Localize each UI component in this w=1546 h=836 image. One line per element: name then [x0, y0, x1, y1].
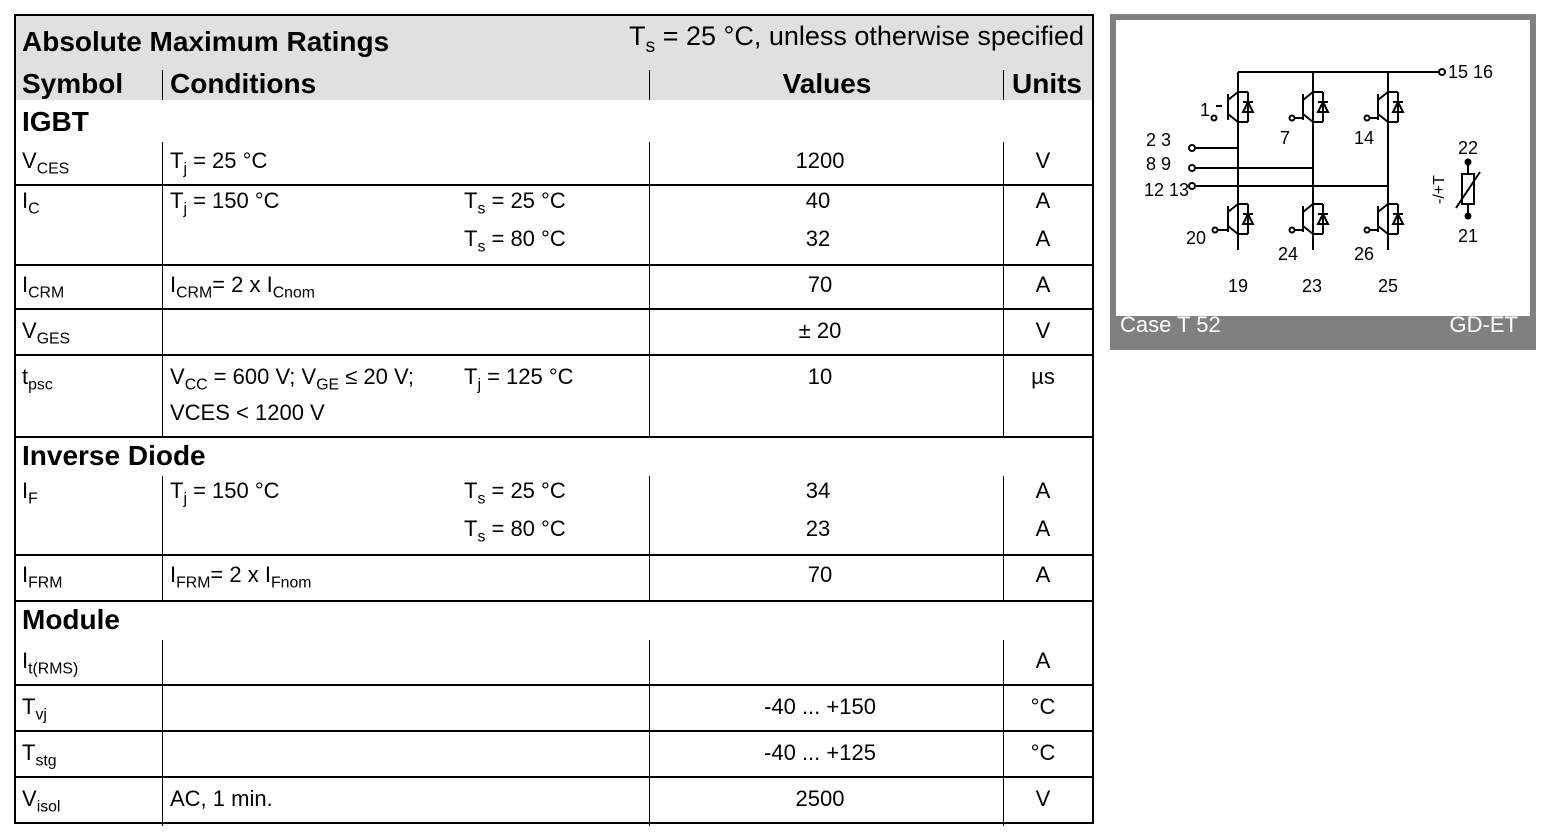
- pin-12-13: 12 13: [1144, 180, 1190, 200]
- case-code: GD-ET: [1449, 312, 1518, 337]
- symbol-icrm: $I_{CRM}$: [22, 272, 65, 302]
- unit-if-25: A: [1035, 478, 1051, 503]
- pin-2-3: 2 3: [1146, 130, 1172, 150]
- pin-21: 21: [1458, 226, 1479, 246]
- col-symbol: Symbol: [22, 68, 124, 99]
- unit-itrms: A: [1035, 648, 1051, 673]
- pin-23: 23: [1302, 276, 1323, 296]
- pin-20: 20: [1186, 228, 1207, 248]
- value-tvj: -40 ... +150: [764, 694, 876, 719]
- ratings-table: [14, 14, 1094, 824]
- symbol-if: $I_F$: [22, 478, 38, 508]
- pin-19: 19: [1228, 276, 1249, 296]
- cond-ic-ts80: $T_s = 80$ °C: [464, 226, 566, 256]
- value-ic-80: 32: [805, 226, 831, 251]
- igbt-bridge-schematic: [1116, 20, 1530, 316]
- pin-7: 7: [1280, 128, 1291, 148]
- symbol-visol: $V_{isol}$: [22, 786, 61, 816]
- unit-ifrm: A: [1035, 562, 1051, 587]
- unit-icrm: A: [1035, 272, 1051, 297]
- table-title: Absolute Maximum Ratings: [22, 26, 390, 57]
- unit-ic-25: A: [1035, 188, 1051, 213]
- value-vces: 1200: [795, 148, 845, 173]
- pin-8-9: 8 9: [1146, 154, 1172, 174]
- cond-visol: AC, 1 min.: [170, 786, 273, 811]
- cond-tpsc-line2: VCES < 1200 V: [170, 400, 325, 425]
- unit-tstg: °C: [1030, 740, 1056, 765]
- value-if-25: 34: [805, 478, 831, 503]
- symbol-tvj: $T_{vj}$: [22, 694, 47, 724]
- symbol-vges: $V_{GES}$: [22, 318, 71, 348]
- case-diagram: [1110, 14, 1536, 350]
- case-label: Case T 52: [1120, 312, 1221, 337]
- value-vges: ± 20: [798, 318, 842, 343]
- cond-ic: $T_j = 150$ °C: [170, 188, 280, 218]
- value-ic-25: 40: [805, 188, 831, 213]
- pin-25: 25: [1378, 276, 1399, 296]
- col-units: Units: [1012, 68, 1082, 99]
- cond-ic-ts25: $T_s = 25$ °C: [464, 188, 566, 218]
- cond-tpsc: $V_{CC} = 600$ V; $V_{GE} \le 20$ V;: [170, 364, 414, 394]
- cond-ifrm: $I_{FRM}= 2$ x $I_{Fnom}$: [170, 562, 312, 592]
- symbol-tpsc: $t_{psc}$: [22, 364, 53, 394]
- value-visol: 2500: [795, 786, 845, 811]
- cond-if-ts25: $T_s = 25$ °C: [464, 478, 566, 508]
- cond-icrm: $I_{CRM}= 2$ x $I_{Cnom}$: [170, 272, 315, 302]
- section-igbt: IGBT: [22, 106, 89, 137]
- unit-ic-80: A: [1035, 226, 1051, 251]
- unit-tvj: °C: [1030, 694, 1056, 719]
- unit-vces: V: [1035, 148, 1051, 173]
- symbol-itrms: $I_{t(RMS)}$: [22, 648, 79, 678]
- value-tpsc: 10: [807, 364, 833, 389]
- cond-tpsc-tj: $T_j = 125$ °C: [464, 364, 574, 394]
- section-inverse-diode: Inverse Diode: [22, 440, 206, 471]
- cond-if: $T_j = 150$ °C: [170, 478, 280, 508]
- symbol-ifrm: $I_{FRM}$: [22, 562, 63, 592]
- table-condition: $T_s = 25$ °C, unless otherwise specified: [629, 21, 1084, 57]
- value-ifrm: 70: [807, 562, 833, 587]
- section-module: Module: [22, 604, 120, 635]
- pin-26: 26: [1354, 244, 1375, 264]
- col-values: Values: [782, 68, 872, 99]
- symbol-tstg: $T_{stg}$: [22, 740, 57, 770]
- pin-1: 1: [1200, 100, 1211, 120]
- cond-if-ts80: $T_s = 80$ °C: [464, 516, 566, 546]
- unit-vges: V: [1035, 318, 1051, 343]
- ntc-label: -/+T: [1431, 175, 1448, 204]
- col-conditions: Conditions: [170, 68, 317, 99]
- unit-visol: V: [1035, 786, 1051, 811]
- symbol-ic: $I_C$: [22, 188, 40, 218]
- value-icrm: 70: [807, 272, 833, 297]
- symbol-vces: $V_{CES}$: [22, 148, 70, 178]
- pin-24: 24: [1278, 244, 1299, 264]
- unit-tpsc: µs: [1031, 364, 1055, 389]
- value-tstg: -40 ... +125: [764, 740, 876, 765]
- pin-14: 14: [1354, 128, 1375, 148]
- unit-if-80: A: [1035, 516, 1051, 541]
- circuit-schematic: [1116, 20, 1530, 316]
- pin-15-16: 15 16: [1448, 62, 1494, 82]
- pin-22: 22: [1458, 138, 1479, 158]
- value-if-80: 23: [805, 516, 831, 541]
- cond-vces: $T_j = 25$ °C: [170, 148, 268, 178]
